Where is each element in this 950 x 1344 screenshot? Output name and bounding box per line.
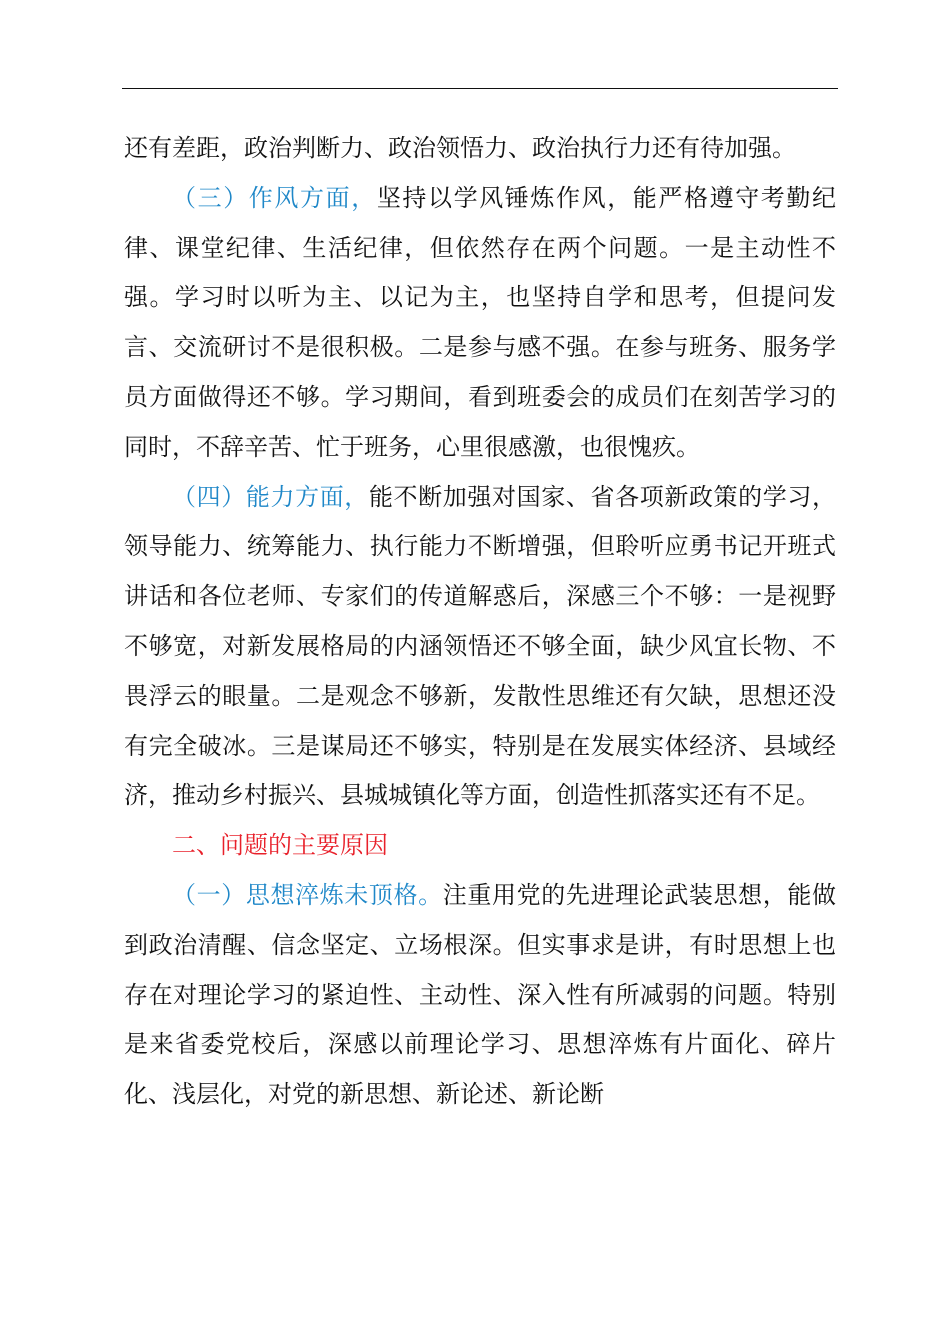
- section-heading-causes: 二、问题的主要原因: [172, 831, 388, 860]
- paragraph-text: 坚持以学风锤炼作风，能严格遵守考勤纪律、课堂纪律、生活纪律，但依然存在两个问题。一是主动性不强。学习时以听为主、以记为主，也坚持自学和思考，但提问发言、交流研讨不是很积极。二是参与感不强。在参与班务、服务学员方面做得还不够。学习期间，看到班委会的成员们在刻苦学习的同时，不辞辛苦、忙于班务，心里很感激，也很愧疚。: [124, 183, 837, 461]
- subheading-thought-tempering: （一）思想淬炼未顶格。: [172, 880, 443, 909]
- paragraph-continuation: [124, 124, 836, 174]
- paragraph-text: 能不断加强对国家、省各项新政策的学习，领导能力、统筹能力、执行能力不断增强，但聆听应勇书记开班式讲话和各位老师、专家们的传道解惑后，深感三个不够：一是视野不够宽，对新发展格局的内涵领悟还不够全面，缺少风宜长物、不畏浮云的眼量。二是观念不够新，发散性思维还有欠缺，思想还没有完全破冰。三是谋局还不够实，特别是在发展实体经济、县域经济，推动乡村振兴、县城城镇化等方面，创造性抓落实还有不足。: [124, 482, 837, 810]
- document-body: [124, 124, 836, 1120]
- subheading-ability: （四）能力方面，: [172, 482, 369, 511]
- paragraph-ability: [124, 473, 836, 822]
- subheading-work-style: （三）作风方面，: [172, 183, 377, 212]
- header-rule: [122, 88, 838, 89]
- paragraph-text: 还有差距，政治判断力、政治领悟力、政治执行力还有待加强。: [124, 134, 796, 162]
- paragraph-work-style: [124, 174, 836, 473]
- paragraph-thought-tempering: [124, 871, 836, 1120]
- paragraph-text: 注重用党的先进理论武装思想，能做到政治清醒、信念坚定、立场根深。但实事求是讲，有时思想上也存在对理论学习的紧迫性、主动性、深入性有所减弱的问题。特别是来省委党校后，深感以前理论学习、思想淬炼有片面化、碎片化、浅层化，对党的新思想、新论述、新论断: [124, 880, 837, 1109]
